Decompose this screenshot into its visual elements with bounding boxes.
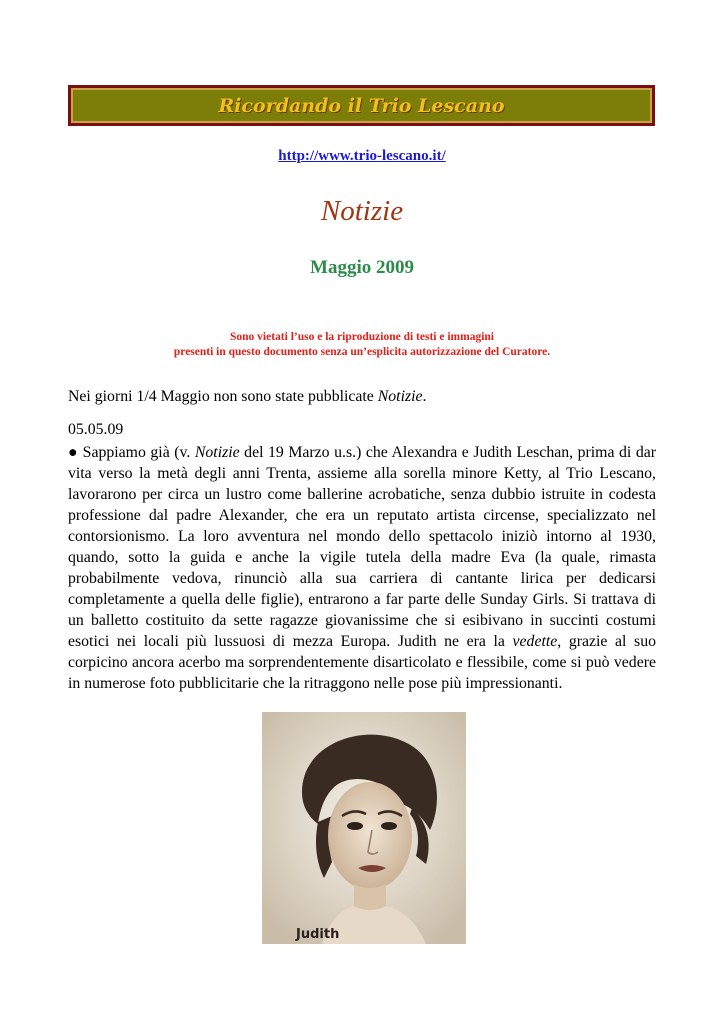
entry-date: 05.05.09 [68,421,124,438]
intro-paragraph [68,386,656,407]
entry-text-1: Sappiamo già (v. [78,444,195,461]
entry-italic-1: Notizie [194,444,240,461]
notice-line-2: presenti in questo documento senza un’esplicita autorizzazione del Curatore. [173,346,551,358]
intro-italic: Notizie [377,388,423,405]
bullet-icon: ● [68,444,79,461]
judith-photo [262,712,466,944]
entry-italic-2: vedette [512,633,558,650]
banner-inner [71,88,652,123]
site-banner [68,85,655,126]
notice-line-1: Sono vietati l’uso e la riproduzione di testi e immagini [230,331,494,343]
banner-title: Ricordando il Trio Lescano [218,94,505,117]
entry-text-3: , grazie al suo corpicino ancora acerbo ma sorprendentemente disarticolato e flessibile, come si può vedere in numerose foto pubblicitarie che la ritraggono nelle pose più impressionanti. [68,633,656,692]
site-url-link[interactable]: http://www.trio-lescano.it/ [278,148,446,164]
photo-caption: Judith [296,927,340,942]
page-title: Notizie [320,195,404,227]
portrait-image [262,712,466,944]
entry-body [68,442,656,694]
entry-text-2: del 19 Marzo u.s.) che Alexandra e Judith Leschan, prima di dar vita verso la metà degli anni Trenta, assieme alla sorella minore Ketty, al Trio Lescano, lavorarono per circa un lustro come ballerine acrobatiche, senza dubbio istruite in codesta professione dal padre Alexander, che era un reputato artista circense, specializzato nel contorsionismo. La loro avventura nel mondo dello spettacolo iniziò intorno al 1930, quando, sotto la guida e anche la vigile tutela della madre Eva (la quale, rimasta probabilmente vedova, rinunciò alla sua carriera di cantante lirica per dedicarsi completamente a quella delle figlie), entrarono a far parte delle Sunday Girls. Si trattava di un balletto costituito da sette ragazze giovanissime che si esibivano in succinti costumi esotici nei locali più lussuosi di mezza Europa. Judith ne era la [68,444,657,650]
intro-end: . [422,388,427,405]
intro-text: Nei giorni 1/4 Maggio non sono state pubblicate [68,388,378,405]
copyright-notice [0,330,724,360]
page-subtitle: Maggio 2009 [310,257,414,278]
